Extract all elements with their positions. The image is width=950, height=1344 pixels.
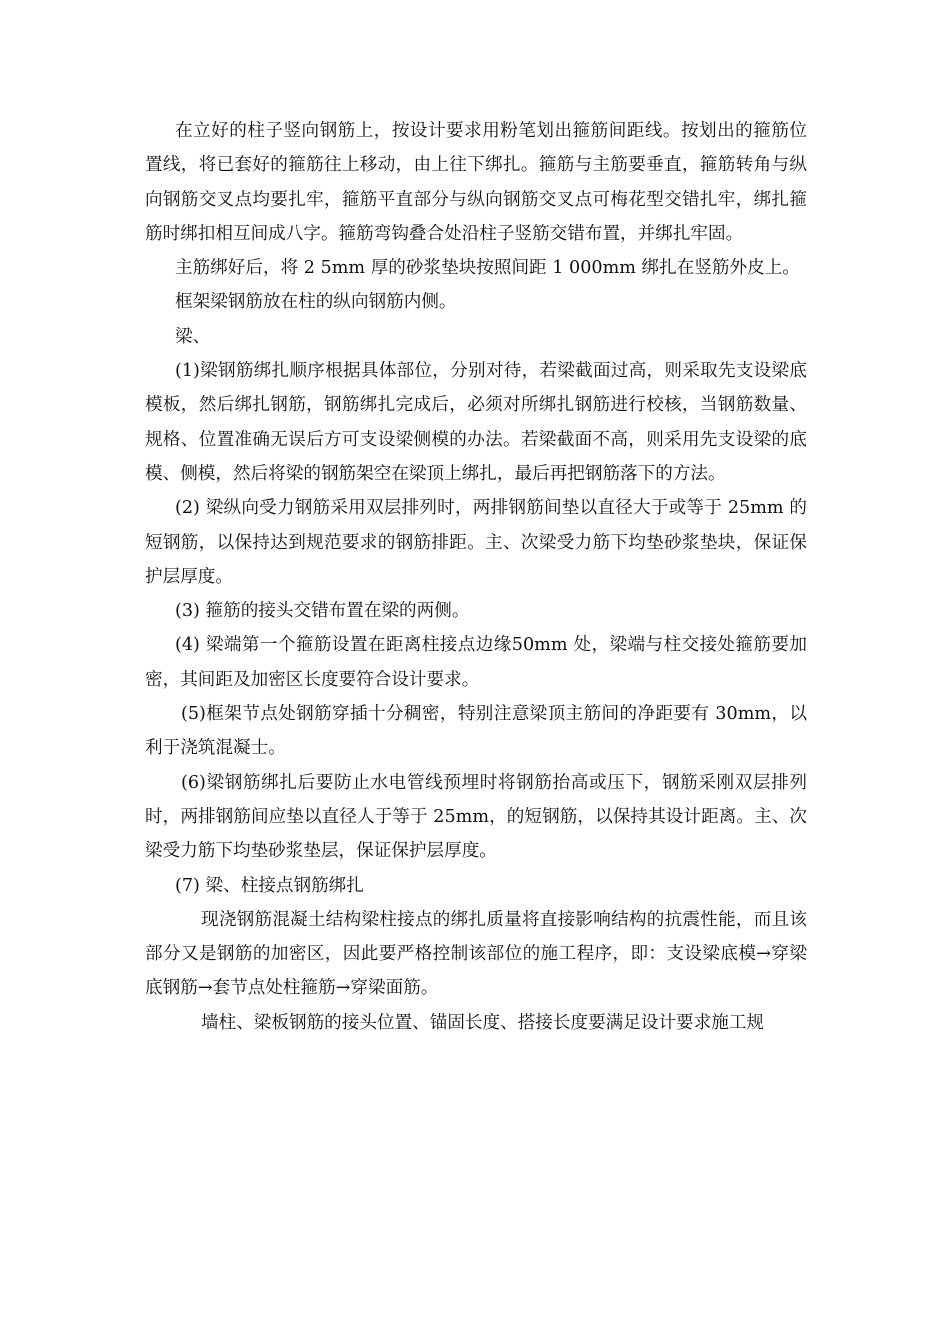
document-body bbox=[145, 114, 807, 1040]
paragraph-wall-column: 墙柱、梁板钢筋的接头位置、锚固长度、搭接长度要满足设计要求施工规 bbox=[201, 1012, 765, 1033]
paragraph-column-stirrups: 在立好的柱子竖向钢筋上，按设计要求用粉笔划出箍筋间距线。按划出的箍筋位置线，将已套好的箍筋往上移动，由上往下绑扎。箍筋与主筋要垂直，箍筋转角与纵向钢筋交叉点均要扎牢，箍筋平直部分与纵向钢筋交叉点可梅花型交错扎牢，绑扎箍筋时绑扣相互间成八字。箍筋弯钩叠合处沿柱子竖筋交错布置，并绑扎牢固。 bbox=[145, 121, 807, 244]
paragraph-item-5: (5)框架节点处钢筋穿插十分稠密，特别注意梁顶主筋间的净距要有 30mm，以利于浇筑混凝士。 bbox=[145, 704, 807, 759]
paragraph-item-6: (6)梁钢筋绑扎后要防止水电管线预埋时将钢筋抬高或压下，钢筋采刚双层排列时，两排钢筋间应垫以直径人于等于 25mm，的短钢筋，以保持其设计距离。主、次梁受力筋下均垫砂浆垫层，保证保护层厚度。 bbox=[145, 772, 807, 862]
paragraph-item-7: (7) 梁、柱接点钢筋绑扎 bbox=[175, 875, 364, 896]
paragraph-item-1: (1)梁钢筋绑扎顺序根据具体部位，分别对待，若梁截面过高，则采取先支设梁底模板，然后绑扎钢筋，钢筋绑扎完成后，必须对所绑扎钢筋进行校核，当钢筋数量、规格、位置准确无误后方可支设梁侧模的办法。若梁截面不高，则采用先支设梁的底模、侧模，然后将梁的钢筋架空在梁顶上绑扎，最后再把钢筋落下的方法。 bbox=[145, 361, 807, 484]
paragraph-item-2: (2) 梁纵向受力钢筋采用双层排列时，两排钢筋间垫以直径大于或等于 25mm 的短钢筋，以保持达到规范要求的钢筋排距。主、次梁受力筋下均垫砂浆垫块，保证保护层厚度。 bbox=[145, 498, 807, 587]
paragraph-item-3: (3) 箍筋的接头交错布置在梁的两侧。 bbox=[175, 601, 470, 622]
paragraph-item-4: (4) 梁端第一个箍筋设置在距离柱接点边缘50mm 处，梁端与柱交接处箍筋要加密，其间距及加密区长度要符合设计要求。 bbox=[145, 635, 807, 690]
paragraph-joint-binding: 现浇钢筋混凝土结构梁柱接点的绑扎质量将直接影响结构的抗震性能，而且该部分又是钢筋的加密区，因此要严格控制该部位的施工程序，即：支设梁底模→穿梁底钢筋→套节点处柱箍筋→穿梁面筋。 bbox=[145, 909, 807, 999]
paragraph-frame-beam: 框架梁钢筋放在柱的纵向钢筋内侧。 bbox=[175, 292, 457, 313]
paragraph-mortar-pads: 主筋绑好后，将 2 5mm 厚的砂浆垫块按照间距 1 000mm 绑扎在竖筋外皮上。 bbox=[175, 258, 800, 279]
paragraph-beam-heading: 梁、 bbox=[175, 326, 211, 347]
